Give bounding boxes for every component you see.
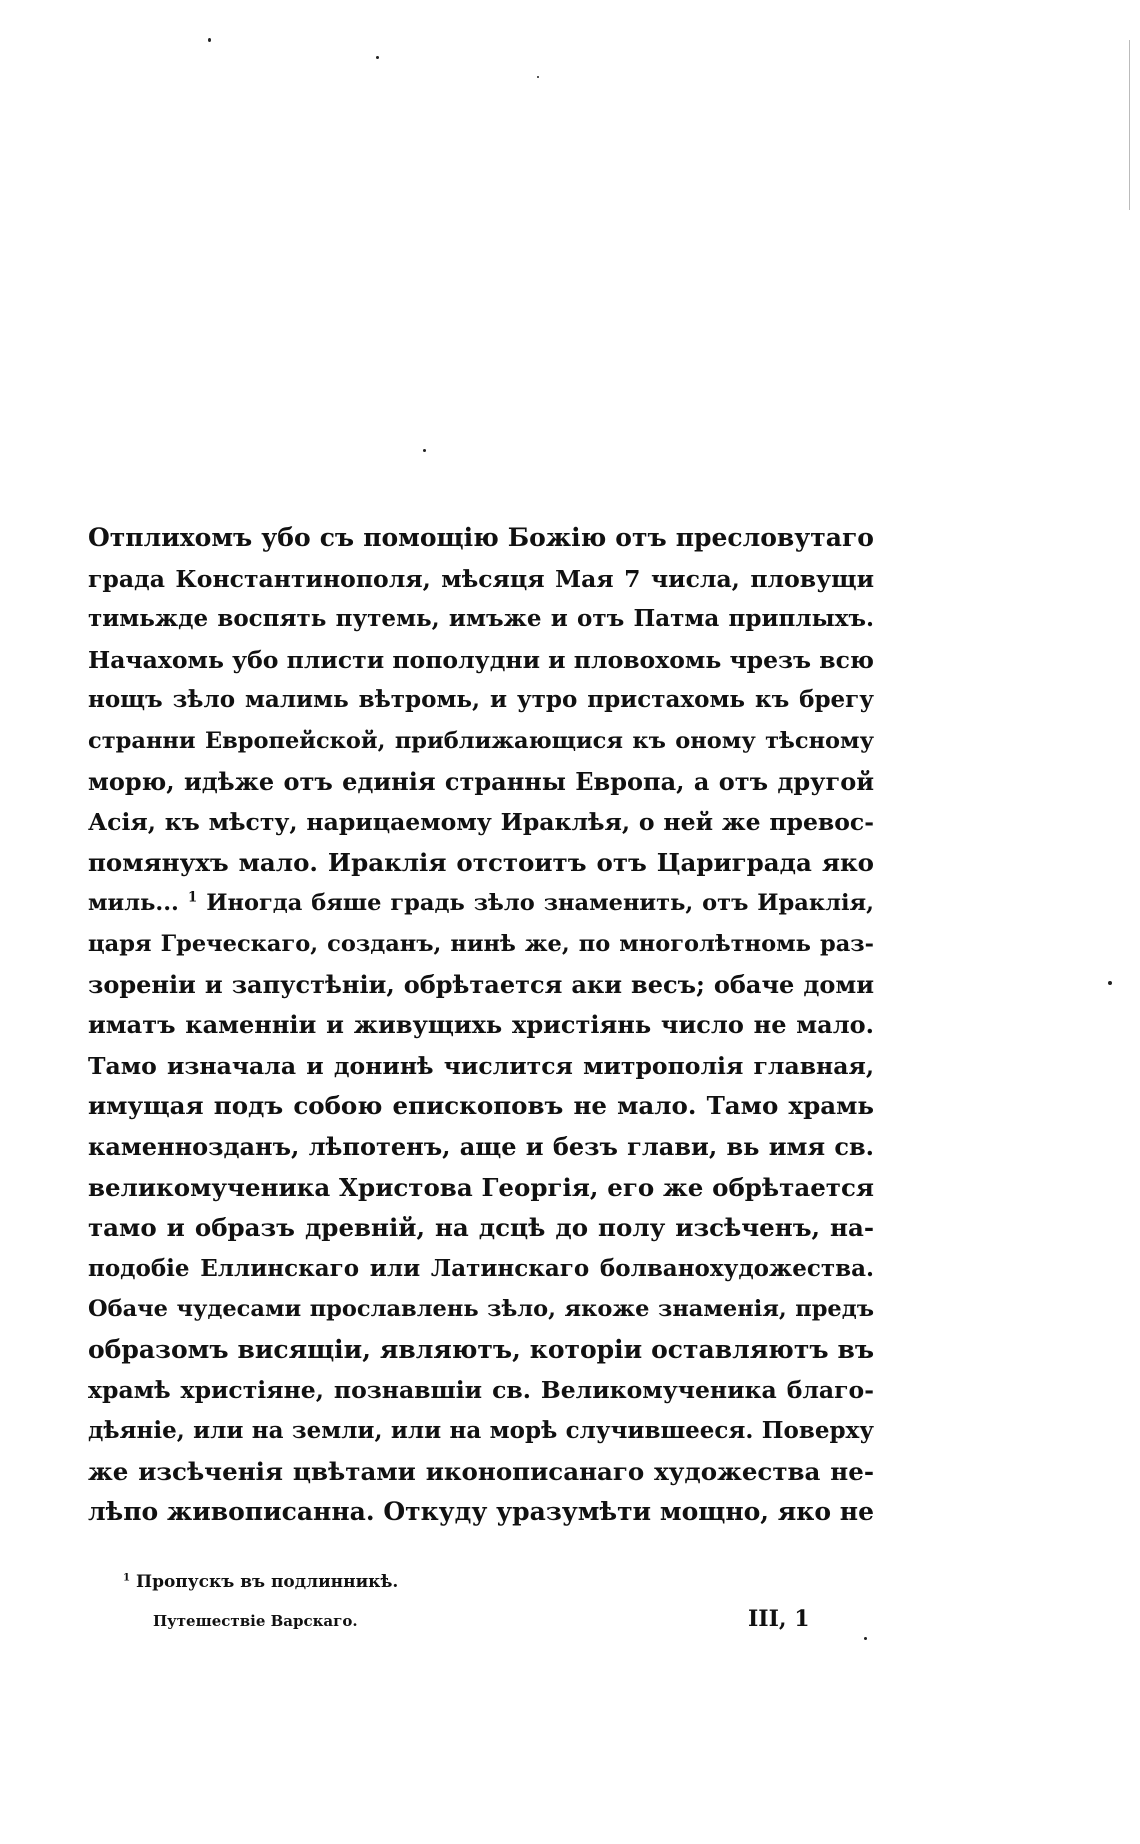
text-line: нощъ зѣло малимь вѣтромь, и утро пристахомь къ брегу <box>88 686 874 714</box>
scan-speck <box>376 56 379 59</box>
main-text-block <box>88 518 874 1533</box>
text-line: великомученика Христова Георгія, его же обрѣтается <box>88 1172 874 1202</box>
text-line: зореніи и запустѣніи, обрѣтается аки весъ; обаче доми <box>88 969 874 999</box>
text-line: Отплихомъ убо съ помощію Божію отъ пресловутаго <box>88 523 874 552</box>
footnote <box>123 1572 398 1592</box>
text-fragment: миль... <box>88 890 179 917</box>
text-line: града Константинополя, мѣсяця Мая 7 числа, пловущи <box>88 564 874 593</box>
text-line: морю, идѣже отъ единія странны Европа, а отъ другой <box>88 766 874 796</box>
scan-speck <box>208 38 211 42</box>
text-line: образомъ висящіи, являютъ, которіи оставляютъ въ <box>88 1334 874 1364</box>
scan-speck <box>864 1637 867 1640</box>
text-line: царя Греческаго, созданъ, нинѣ же, по многолѣтномь раз- <box>88 930 874 957</box>
text-line: имущая подъ собою епископовъ не мало. Тамо храмь <box>88 1091 874 1121</box>
text-line: подобіе Еллинскаго или Латинскаго болванохудожества. <box>88 1254 874 1282</box>
text-line: иматъ каменніи и живущихь христіянь число не мало. <box>88 1010 874 1040</box>
text-line: дѣяніе, или на земли, или на морѣ случившееся. Поверху <box>88 1417 874 1445</box>
text-line: храмѣ христіяне, познавшіи св. Великомученика благо- <box>88 1376 874 1405</box>
scan-speck <box>537 76 539 78</box>
text-line: тамо и образъ древній, на дсцѣ до полу изсѣченъ, на- <box>88 1213 874 1243</box>
scan-speck <box>423 449 426 452</box>
scan-edge-line <box>1129 40 1130 210</box>
footnote-mark: 1 <box>123 1571 131 1584</box>
text-line: Тамо изначала и донинѣ числится митрополія главная, <box>88 1051 874 1080</box>
scan-speck <box>1108 981 1112 985</box>
text-line: Начахомь убо плисти пополудни и пловохомь чрезъ всю <box>88 645 874 674</box>
text-line: лѣпо живописанна. Откуду уразумѣти мощно, яко не <box>88 1497 874 1527</box>
text-line: же изсѣченія цвѣтами иконописанаго художества не- <box>88 1456 874 1486</box>
text-fragment: Иногда бяше градь зѣло знаменить, отъ Ираклія, <box>206 890 874 917</box>
signature-mark: III, 1 <box>748 1606 810 1632</box>
text-line: каменнозданъ, лѣпотенъ, аще и безъ глави, вь имя св. <box>88 1131 874 1161</box>
text-line: тимьжде воспять путемь, имъже и отъ Патма приплыхъ. <box>88 605 874 633</box>
text-line: странни Европейской, приближающися къ оному тѣсному <box>88 727 874 754</box>
text-line: Обаче чудесами прославлень зѣло, якоже знаменія, предъ <box>88 1296 874 1323</box>
text-line: Асія, къ мѣсту, нарицаемому Ираклѣя, о ней же превос- <box>88 808 874 837</box>
running-title: Путешествіе Варскаго. <box>153 1612 358 1630</box>
footnote-reference: 1 <box>187 889 198 906</box>
footnote-text: Пропускъ въ подлинникѣ. <box>136 1572 399 1592</box>
text-line-with-footnote <box>88 883 874 924</box>
text-line: помянухъ мало. Ираклія отстоитъ отъ Цариграда яко <box>88 847 874 877</box>
